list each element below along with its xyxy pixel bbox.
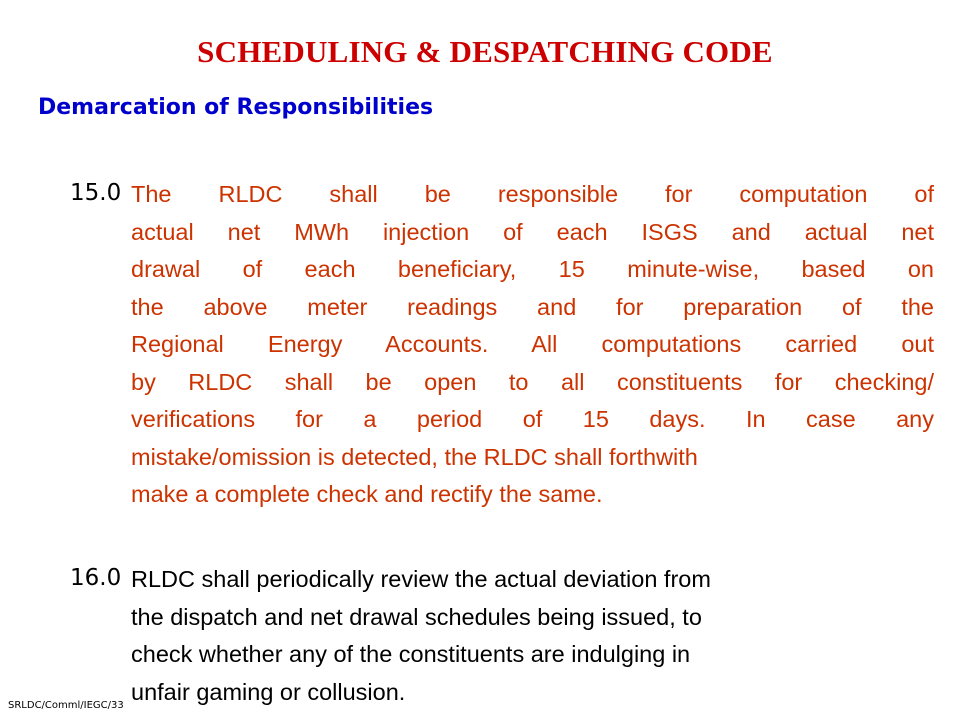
clause-15-line: make a complete check and rectify the same. bbox=[131, 481, 603, 507]
clause-16-text bbox=[131, 561, 921, 711]
clause-16-line: check whether any of the constituents are indulging in bbox=[131, 641, 691, 667]
clause-15-number: 15.0 bbox=[70, 180, 122, 206]
clause-16-line: the dispatch and net drawal schedules being issued, to bbox=[131, 603, 702, 630]
slide-title: SCHEDULING & DESPATCHING CODE bbox=[197, 34, 773, 69]
clause-15-line: drawal of each beneficiary, 15 minute-wise, based on bbox=[131, 256, 934, 282]
clause-15-line: Regional Energy Accounts. All computations carried out bbox=[131, 331, 934, 357]
clause-15-line: mistake/omission is detected, the RLDC shall forthwith bbox=[131, 443, 698, 470]
slide-footer: SRLDC/Comml/IEGC/33 bbox=[8, 700, 124, 711]
clause-15-line: the above meter readings and for preparation of the bbox=[131, 293, 934, 320]
clause-16-number: 16.0 bbox=[70, 565, 122, 591]
clause-15-line: actual net MWh injection of each ISGS and actual net bbox=[131, 218, 934, 245]
clause-16-line: unfair gaming or collusion. bbox=[131, 678, 406, 705]
clause-15-text bbox=[131, 176, 934, 514]
clause-15-line: The RLDC shall be responsible for computation of bbox=[131, 181, 934, 207]
clause-16-line: RLDC shall periodically review the actual deviation from bbox=[131, 566, 711, 592]
clause-15-line: verifications for a period of 15 days. In case any bbox=[131, 406, 934, 432]
section-subtitle: Demarcation of Responsibilities bbox=[38, 95, 434, 120]
clause-15-line: by RLDC shall be open to all constituents for checking/ bbox=[131, 368, 934, 395]
